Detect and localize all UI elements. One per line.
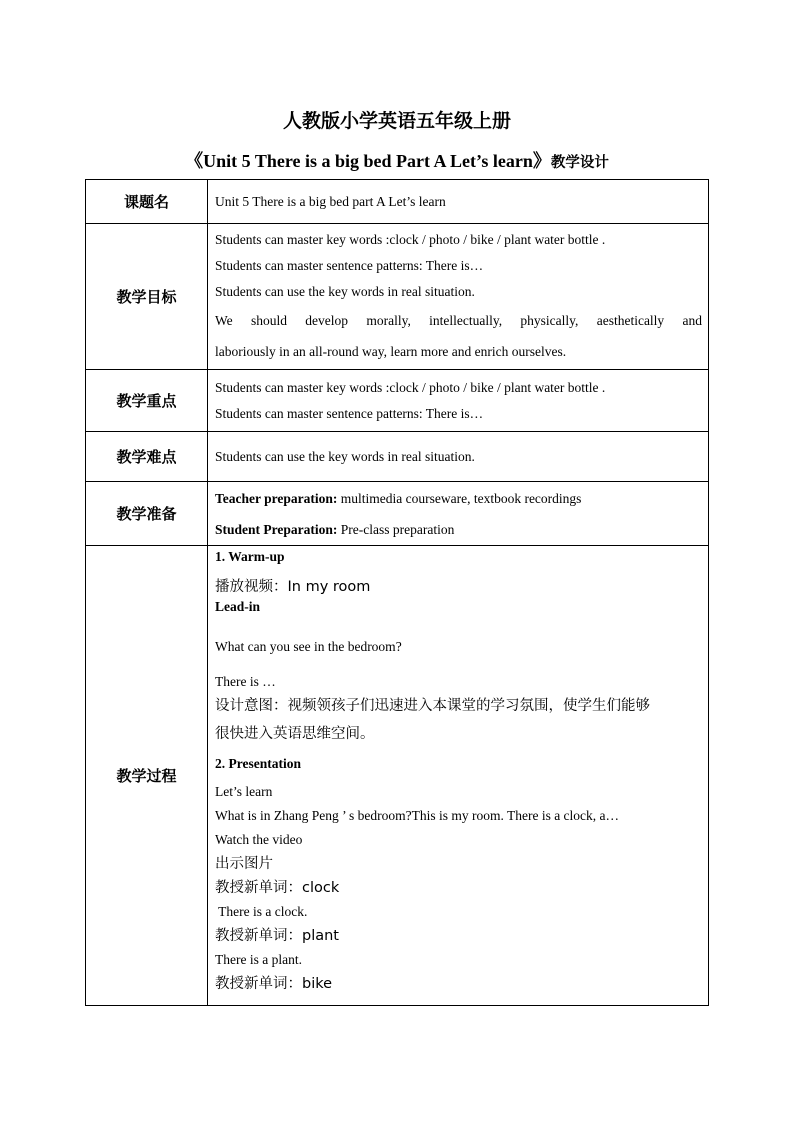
leadin-heading: Lead-in xyxy=(215,599,261,614)
preparation-label: 教学准备 xyxy=(86,482,208,546)
objectives-row xyxy=(86,224,709,370)
there-is-prompt: There is … xyxy=(215,674,276,689)
difficulties-row xyxy=(86,432,709,482)
document-title: 人教版小学英语五年级上册 xyxy=(282,110,511,132)
objectives-line-2: Students can master sentence patterns: There is… xyxy=(215,257,484,273)
teacher-preparation xyxy=(215,483,702,514)
key-points-label: 教学重点 xyxy=(86,370,208,432)
subtitle-english: 《Unit 5 There is a big bed Part A Let’s learn》 xyxy=(185,151,551,171)
objectives-line-4: We should develop morally, intellectually, physically, aesthetically and xyxy=(215,312,702,328)
presentation-heading: 2. Presentation xyxy=(215,756,301,771)
there-is-clock: There is a clock. xyxy=(215,904,308,919)
topic-label: 课题名 xyxy=(86,180,208,224)
design-intent-line-1: 设计意图：视频领孩子们迅速进入本课堂的学习氛围，使学生们能够 xyxy=(215,698,650,714)
lesson-plan-table xyxy=(85,179,709,1006)
show-pictures: 出示图片 xyxy=(215,856,273,872)
subtitle-chinese: 教学设计 xyxy=(550,155,609,171)
topic-value: Unit 5 There is a big bed part A Let’s learn xyxy=(215,193,446,209)
process-row xyxy=(86,546,709,1006)
watch-video: Watch the video xyxy=(215,832,303,847)
difficulties-label: 教学难点 xyxy=(86,432,208,482)
teacher-preparation-value: multimedia courseware, textbook recordings xyxy=(340,490,582,506)
video-line: 播放视频：In my room xyxy=(215,579,371,595)
preparation-row xyxy=(86,482,709,546)
lets-learn: Let’s learn xyxy=(215,784,273,799)
document-subtitle xyxy=(0,147,794,173)
teacher-preparation-label: Teacher preparation: xyxy=(215,490,338,506)
teach-clock: 教授新单词：clock xyxy=(215,880,340,896)
objectives-line-3: Students can use the key words in real situation. xyxy=(215,283,475,299)
topic-row xyxy=(86,180,709,224)
design-intent-line-2: 很快进入英语思维空间。 xyxy=(215,726,375,742)
bedroom-text: What is in Zhang Peng ’ s bedroom?This is my room. There is a clock, a… xyxy=(215,808,620,823)
key-points-line-1: Students can master key words :clock / photo / bike / plant water bottle . xyxy=(215,379,606,395)
key-points-line-2: Students can master sentence patterns: There is… xyxy=(215,405,484,421)
student-preparation-value: Pre-class preparation xyxy=(340,521,455,537)
objectives-line-1: Students can master key words :clock / photo / bike / plant water bottle . xyxy=(215,231,606,247)
key-points-row xyxy=(86,370,709,432)
difficulties-value: Students can use the key words in real situation. xyxy=(215,448,475,464)
bedroom-question: What can you see in the bedroom? xyxy=(215,639,402,654)
there-is-plant: There is a plant. xyxy=(215,952,302,967)
teach-plant: 教授新单词：plant xyxy=(215,928,339,944)
student-preparation-label: Student Preparation: xyxy=(215,521,338,537)
objectives-label: 教学目标 xyxy=(86,224,208,370)
student-preparation xyxy=(215,514,702,545)
process-label: 教学过程 xyxy=(86,546,208,1006)
objectives-line-5: laboriously in an all-round way, learn more and enrich ourselves. xyxy=(215,343,567,359)
warmup-heading: 1. Warm-up xyxy=(215,549,285,564)
teach-bike: 教授新单词：bike xyxy=(215,976,333,992)
